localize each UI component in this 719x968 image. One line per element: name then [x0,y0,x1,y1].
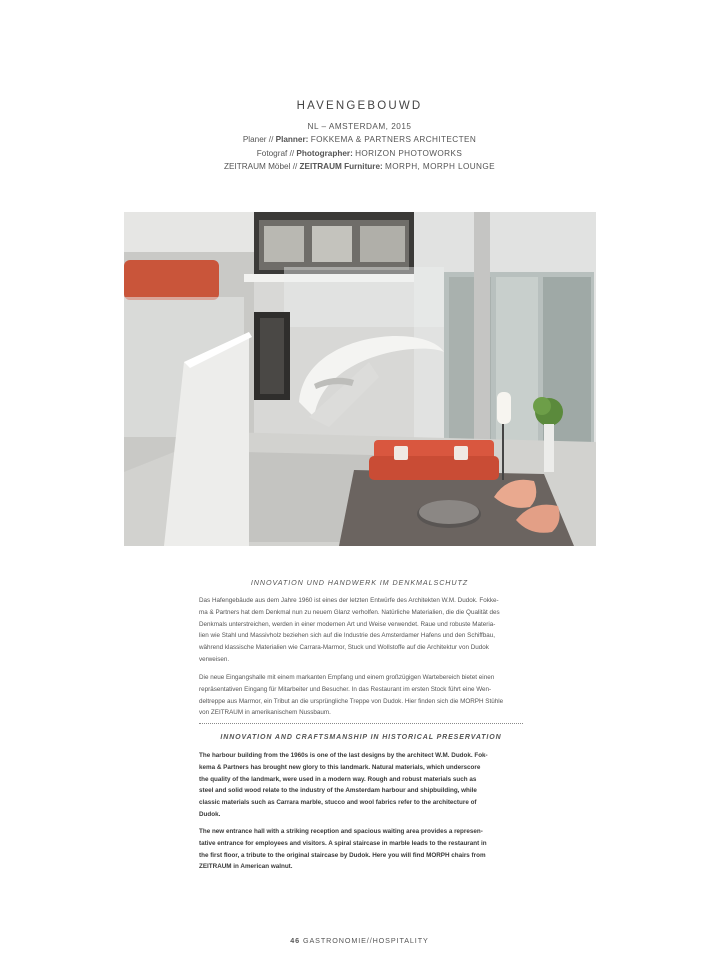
english-section-heading: INNOVATION AND CRAFTSMANSHIP IN HISTORICAL PRESERVATION [220,734,502,741]
text-line: the quality of the landmark, were used in a modern way. Rough and robust materials such as [199,775,477,783]
photographer-separator: // [289,149,295,158]
furniture-value: MORPH, MORPH LOUNGE [385,162,495,171]
planner-separator: // [268,135,274,144]
furniture-separator: // [292,162,298,171]
furniture-credit [0,162,719,171]
text-line: tative entrance for employees and visitors. A spiral staircase in marble leads to the restaurant in [199,839,487,847]
interior-photo [124,212,596,546]
text-line: steel and solid wood relate to the industry of the Amsterdam harbour and shipbuilding, while [199,787,477,795]
text-line: Das Hafengebäude aus dem Jahre 1960 ist eines der letzten Entwürfe des Architekten W.M. Dudok. Fokke- [199,597,499,604]
project-title: HAVENGEBOUWD [296,100,423,112]
text-line: lien wie Stahl und Massivholz beziehen sich auf die Industrie des Amsterdamer Hafens und den Schiffbau, [199,632,496,640]
planner-credit [0,135,719,144]
furniture-label-de: ZEITRAUM Möbel [223,162,291,171]
text-line: deltreppe aus Marmor, ein Tribut an die ursprüngliche Treppe von Dudok. Hier finden sich die MORPH Stühle [199,697,504,705]
text-line: the first floor, a tribute to the original staircase by Dudok. Here you will find MORPH chairs from [199,851,486,859]
english-paragraph-2 [199,826,523,873]
text-line: kema & Partners has brought new glory to this landmark. Natural materials, which underscore [199,763,481,771]
furniture-label-en: ZEITRAUM Furniture: [299,162,383,171]
planner-label-en: Planner: [275,135,309,144]
photographer-value: HORIZON PHOTOWORKS [355,149,463,158]
german-paragraph-1 [199,595,523,666]
text-line: ma & Partners hat dem Denkmal nun zu neuem Glanz verholfen. Natürliche Materialien, die die Qualität des [199,608,500,616]
text-line: Denkmals unterstreichen, werden in einer modernen Art und Weise verwendet. Raue und robuste Materia- [199,620,496,628]
photographer-credit [0,149,719,158]
text-line: classic materials such as Carrara marble, stucco and wool fabrics refer to the architecture of [199,799,477,807]
photographer-label-de: Fotograf [256,149,288,158]
text-line: The new entrance hall with a striking reception and spacious waiting area provides a represen- [199,828,483,835]
text-line: repräsentativen Eingang für Mitarbeiter und Besucher. In das Restaurant im ersten Stock führt eine Wen- [199,685,492,693]
text-line: Die neue Eingangshalle mit einem markanten Empfang und einem großzügigen Wartebereich bietet einen [199,674,495,681]
text-line: während klassische Materialien wie Carrara-Marmor, Stuck und Wollstoffe auf die Architektur von Dudok [199,644,489,652]
dotted-divider [199,723,523,724]
text-line: von ZEITRAUM in amerikanischem Nussbaum. [199,709,331,717]
photographer-label-en: Photographer: [296,149,353,158]
german-section-heading: INNOVATION UND HANDWERK IM DENKMALSCHUTZ [250,578,469,587]
text-line: The harbour building from the 1960s is one of the last designs by the architect W.M. Dudok. Fok- [199,752,488,759]
text-line: ZEITRAUM in American walnut. [199,863,293,871]
text-line: verweisen. [199,655,230,663]
page-number: 46 [290,936,301,945]
text-line: Dudok. [199,810,221,818]
german-paragraph-2 [199,672,523,719]
footer-separator: // [366,936,373,945]
footer-section-en: HOSPITALITY [372,936,429,945]
planner-value: FOKKEMA & PARTNERS ARCHITECTEN [310,135,477,144]
project-location: NL – AMSTERDAM, 2015 [307,122,412,131]
footer-section: GASTRONOMIE [302,936,367,945]
english-paragraph-1 [199,750,523,821]
planner-label-de: Planer [242,135,267,144]
page-footer [0,936,719,945]
